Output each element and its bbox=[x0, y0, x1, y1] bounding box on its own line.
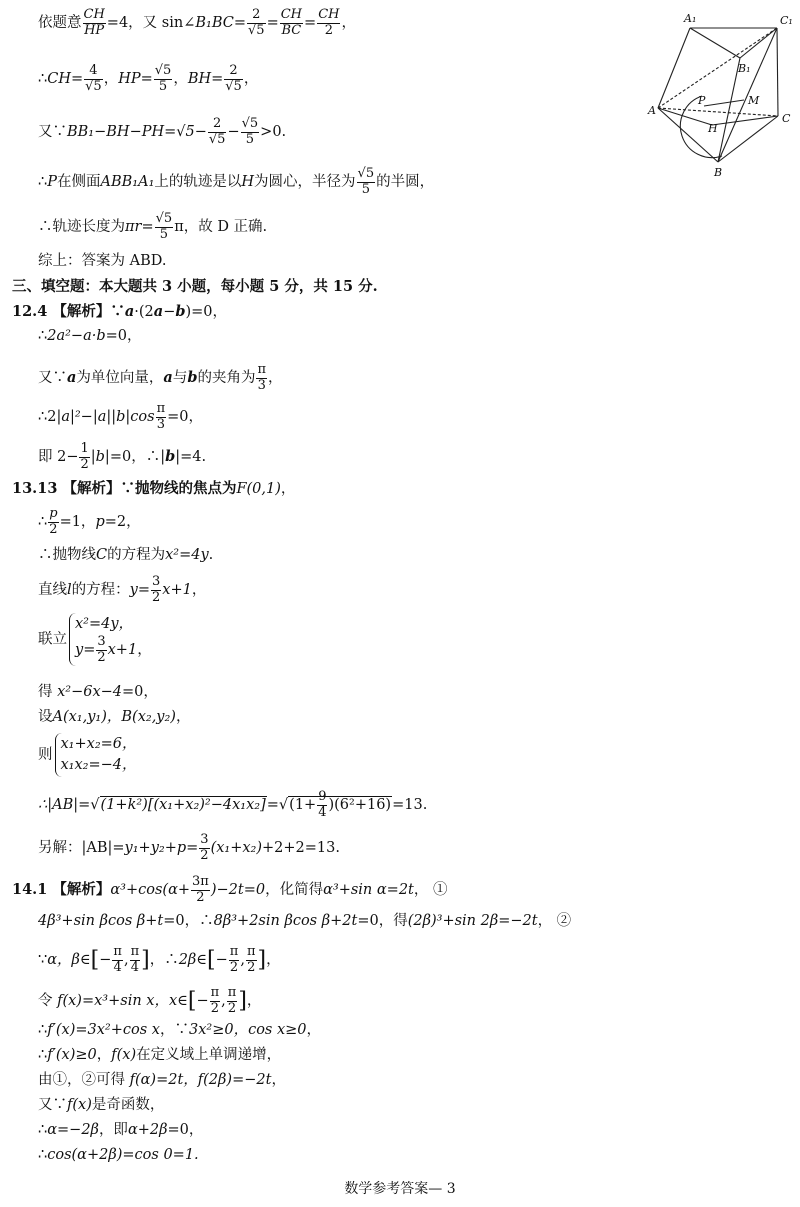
num: π bbox=[113, 944, 122, 959]
text-line bbox=[38, 575, 206, 605]
text: = bbox=[304, 15, 317, 32]
math: CH= bbox=[47, 71, 84, 88]
math: ABB₁A₁ bbox=[100, 174, 155, 191]
text: ∴ bbox=[38, 1122, 48, 1138]
bracket-close: ] bbox=[257, 947, 267, 973]
text: = bbox=[186, 840, 199, 857]
text: = bbox=[233, 15, 247, 32]
num: 2 bbox=[224, 64, 243, 80]
math: a bbox=[124, 303, 135, 320]
math: (1+k²)[(x₁+x₂)²−4x₁x₂] bbox=[100, 797, 266, 814]
label-b1: B₁ bbox=[738, 62, 751, 75]
text-line bbox=[38, 1046, 281, 1064]
text-line bbox=[38, 64, 258, 94]
fraction bbox=[208, 117, 227, 147]
den: √5 bbox=[248, 22, 265, 38]
num: 3 bbox=[151, 574, 161, 589]
fraction bbox=[246, 945, 257, 975]
text: |=4. bbox=[175, 449, 207, 466]
text-line: 令 f(x)=x³+sin x，x∈[− $\frac{\pi}{2}$ , $\frac{\pi}{2}$ ]， bbox=[38, 985, 262, 1016]
text-line bbox=[38, 1071, 286, 1089]
den: 3 bbox=[156, 416, 166, 432]
num: 3 bbox=[200, 832, 209, 847]
math: b bbox=[175, 303, 186, 320]
math: BB₁−BH−PH=√5− bbox=[67, 124, 207, 141]
math: H bbox=[241, 174, 255, 191]
text: . bbox=[208, 547, 214, 563]
text: ，化简得 bbox=[265, 882, 324, 899]
text-line bbox=[38, 8, 356, 38]
text: ， bbox=[246, 993, 262, 1010]
text-line bbox=[38, 1021, 321, 1039]
edge-aa1 bbox=[658, 28, 690, 108]
math: |b| bbox=[90, 449, 110, 466]
num: 1 bbox=[80, 441, 89, 456]
math: a bbox=[67, 369, 77, 387]
text: 13.13 【解析】∵抛物线的焦点为 bbox=[12, 480, 237, 497]
text: =4，又 sin∠ bbox=[106, 15, 196, 32]
text-line: 综上：答案为 ABD. bbox=[38, 253, 167, 269]
text: ，∵ bbox=[159, 1022, 189, 1038]
math: p bbox=[95, 514, 105, 531]
fraction bbox=[247, 8, 266, 38]
math: f(x) bbox=[111, 1047, 137, 1063]
num: √5 bbox=[154, 63, 172, 78]
fraction bbox=[156, 402, 167, 432]
edge-cc1 bbox=[777, 28, 778, 116]
fraction bbox=[317, 790, 327, 820]
fraction bbox=[229, 945, 240, 975]
den: 2 bbox=[97, 649, 106, 665]
math: y= bbox=[129, 582, 150, 599]
num: √5 bbox=[155, 211, 173, 226]
label-c: C bbox=[782, 112, 791, 125]
text-line: 12.4 【解析】∵a·(2a−b)=0， bbox=[12, 303, 228, 320]
num: CH bbox=[280, 7, 303, 22]
equation: x²=4y， bbox=[75, 616, 134, 632]
equation: y= $\frac{3}{2}$ x+1， bbox=[75, 634, 152, 665]
fraction bbox=[130, 945, 141, 975]
text-line bbox=[38, 733, 137, 777]
text: ， bbox=[191, 582, 207, 599]
math: α，β∈ bbox=[47, 952, 91, 969]
den: BC bbox=[281, 22, 302, 38]
text: 的夹角为 bbox=[197, 370, 256, 387]
math: b bbox=[187, 369, 198, 387]
den: 5 bbox=[245, 131, 255, 147]
math: π bbox=[174, 219, 184, 236]
math: α=−2β bbox=[47, 1122, 99, 1138]
text: 在侧面 bbox=[57, 174, 101, 191]
text: 得 bbox=[38, 684, 53, 700]
fraction bbox=[79, 442, 89, 472]
den: 5 bbox=[159, 226, 169, 242]
prism-figure bbox=[632, 0, 800, 180]
math: f′(x)=3x²+cos x bbox=[47, 1022, 160, 1038]
edge-ac bbox=[658, 108, 778, 116]
num: √5 bbox=[241, 116, 259, 131]
label-c1: C₁ bbox=[780, 14, 793, 27]
num: π bbox=[246, 944, 256, 959]
fraction bbox=[151, 575, 161, 605]
den: 2 bbox=[80, 456, 89, 472]
math: f(x) bbox=[67, 1097, 92, 1113]
num: π bbox=[229, 944, 239, 959]
text: ， bbox=[96, 1047, 112, 1063]
text-line bbox=[38, 507, 141, 537]
equation: x₁x₂=−4， bbox=[60, 757, 137, 774]
math: P bbox=[47, 174, 57, 191]
text: =0，∴| bbox=[109, 449, 166, 466]
text: ， ① bbox=[413, 882, 448, 899]
text: ，即 bbox=[98, 1122, 128, 1138]
math: B₁BC bbox=[195, 15, 234, 32]
text: =0， bbox=[167, 1122, 204, 1138]
text: 直线 bbox=[38, 582, 67, 599]
math: (x₁+x₂) bbox=[210, 840, 263, 857]
math: f(α)=2t，f(2β)=−2t bbox=[129, 1072, 272, 1088]
num: p bbox=[49, 506, 58, 521]
text: 又∵ bbox=[38, 370, 67, 387]
fraction bbox=[191, 875, 210, 905]
text-line bbox=[38, 1146, 199, 1164]
text: ， bbox=[306, 1022, 322, 1038]
text: 联立 bbox=[38, 631, 67, 648]
text-line: ∴2a²−a·b=0， bbox=[38, 328, 142, 344]
edge-bb1 bbox=[718, 58, 740, 162]
text: ∴ bbox=[38, 71, 48, 88]
text: ， bbox=[173, 71, 188, 88]
num: CH bbox=[83, 7, 105, 22]
math: (2β)³+sin 2β=−2t bbox=[407, 913, 538, 929]
text: ，∴ bbox=[149, 952, 179, 969]
num: π bbox=[156, 401, 166, 416]
fraction bbox=[357, 167, 376, 197]
text: ， bbox=[271, 1072, 286, 1088]
text: = bbox=[266, 15, 279, 32]
bracket-close: ] bbox=[238, 988, 247, 1014]
text: 为圆心，半径为 bbox=[254, 174, 356, 191]
den: √5 bbox=[85, 78, 102, 94]
text: 则 bbox=[38, 747, 53, 764]
text: =13. bbox=[392, 797, 428, 814]
num: π bbox=[257, 362, 266, 377]
fraction bbox=[210, 986, 221, 1016]
text: ∴|AB|= bbox=[38, 797, 91, 814]
label-b: B bbox=[714, 166, 723, 179]
math: )−2t=0 bbox=[210, 882, 266, 899]
text: =0，得 bbox=[357, 913, 408, 929]
num: CH bbox=[318, 7, 340, 22]
num: 9 bbox=[318, 789, 327, 804]
text: ∴ bbox=[38, 1022, 48, 1038]
text: ∵ bbox=[38, 952, 48, 969]
num: 2 bbox=[208, 117, 227, 133]
text: =1， bbox=[59, 514, 96, 531]
text-line bbox=[38, 212, 267, 242]
label-a1: A₁ bbox=[684, 12, 697, 25]
math: x+1 bbox=[107, 642, 138, 659]
fraction bbox=[280, 8, 303, 38]
label-h: H bbox=[708, 122, 718, 135]
fraction bbox=[154, 64, 173, 94]
text: ∴ bbox=[38, 1147, 48, 1163]
text: 设 bbox=[38, 709, 53, 725]
text-line bbox=[38, 1096, 164, 1114]
text: 令 bbox=[38, 993, 53, 1010]
den: 4 bbox=[113, 959, 122, 975]
math: 2a²−a·b bbox=[47, 328, 106, 344]
den: 5 bbox=[361, 181, 370, 197]
bracket-close: ] bbox=[141, 947, 150, 973]
fraction bbox=[112, 945, 123, 975]
math: a bbox=[153, 303, 164, 320]
math: f(x)=x³+sin x，x∈ bbox=[57, 993, 188, 1010]
text-line bbox=[38, 1121, 203, 1139]
text-line: ∵α，β∈[− $\frac{\pi}{4}$ , $\frac{\pi}{4}$ ]，∴2β∈[− $\frac{\pi}{2}$ , $\frac{\pi}{2}$ ]， bbox=[38, 944, 281, 975]
label-m: M bbox=[748, 94, 760, 107]
den: 4 bbox=[318, 804, 327, 820]
math: 4β³+sin βcos β+t bbox=[38, 913, 164, 929]
text: ∴2| bbox=[38, 409, 62, 426]
text: =0， bbox=[105, 328, 142, 344]
math: A(x₁,y₁)，B(x₂,y₂) bbox=[52, 709, 176, 725]
num: π bbox=[130, 944, 140, 959]
den: 2 bbox=[200, 847, 209, 863]
text-line bbox=[38, 912, 571, 930]
text-line bbox=[38, 833, 340, 863]
text: ∴ bbox=[38, 174, 48, 191]
text: 为单位向量， bbox=[76, 370, 164, 387]
math: F(0,1) bbox=[236, 481, 281, 497]
label-p: P bbox=[698, 94, 706, 107]
text: 的方程： bbox=[71, 582, 130, 599]
text-line: ∴|AB|=√(1+k²)[(x₁+x₂)²−4x₁x₂]=√(1+ $\frac{9}{4}$ )(6²+16)=13. bbox=[38, 789, 428, 820]
text: ·(2 bbox=[134, 304, 154, 320]
den: 4 bbox=[130, 959, 139, 975]
equation-system bbox=[55, 733, 137, 777]
math: cos(α+2β)=cos 0=1. bbox=[47, 1147, 199, 1163]
bracket-open: [ bbox=[90, 947, 100, 973]
edge-a1b1 bbox=[690, 28, 740, 58]
fraction bbox=[199, 833, 209, 863]
den: 2 bbox=[229, 959, 239, 975]
fraction bbox=[83, 8, 106, 38]
text: 12.4 【解析】∵ bbox=[12, 303, 125, 320]
num: π bbox=[227, 985, 237, 1000]
fraction bbox=[224, 64, 243, 94]
text: 由①，②可得 bbox=[38, 1072, 125, 1088]
text-line bbox=[38, 708, 190, 726]
den: √5 bbox=[208, 131, 226, 147]
text-line bbox=[38, 402, 203, 432]
text: ， bbox=[266, 952, 281, 969]
text: ∴ bbox=[38, 1047, 48, 1063]
den: HP bbox=[84, 22, 105, 38]
math: C bbox=[96, 547, 108, 563]
math: 8β³+2sin βcos β+2t bbox=[213, 913, 358, 929]
bracket-open: [ bbox=[207, 947, 216, 973]
math: a bbox=[163, 369, 173, 387]
fraction bbox=[227, 986, 238, 1016]
math: )(6²+16) bbox=[328, 797, 392, 814]
text: ∴抛物线 bbox=[38, 547, 96, 563]
den: 2 bbox=[49, 521, 58, 537]
text-line bbox=[38, 363, 283, 393]
math: 2β∈ bbox=[178, 952, 208, 969]
math: x²−6x−4 bbox=[57, 684, 123, 700]
num: 3π bbox=[192, 874, 209, 889]
math: y₁+y₂+p bbox=[124, 840, 187, 857]
text: 上的轨迹是以 bbox=[154, 174, 242, 191]
math: l bbox=[67, 582, 72, 599]
math: b bbox=[165, 448, 176, 466]
num: 4 bbox=[84, 64, 103, 80]
text: 是奇函数， bbox=[91, 1097, 165, 1113]
den: 5 bbox=[158, 78, 168, 94]
text-line bbox=[38, 613, 152, 666]
text: ， bbox=[268, 370, 283, 387]
text-line bbox=[38, 442, 206, 472]
fraction bbox=[155, 212, 174, 242]
fraction bbox=[241, 117, 260, 147]
den: 2 bbox=[196, 889, 205, 905]
den: 2 bbox=[227, 1000, 237, 1016]
math: α³+cos(α+ bbox=[110, 882, 191, 899]
text: =0，∴ bbox=[163, 913, 214, 929]
text: >0. bbox=[260, 124, 287, 141]
section-heading: 三、填空题：本大题共 3 小题，每小题 5 分，共 15 分. bbox=[12, 278, 378, 295]
den: 2 bbox=[151, 589, 161, 605]
text: =0， bbox=[122, 684, 158, 700]
math: πr= bbox=[125, 219, 154, 236]
text-line bbox=[12, 875, 447, 905]
text-line bbox=[38, 167, 434, 197]
den: 2 bbox=[324, 22, 333, 38]
num: π bbox=[210, 985, 220, 1000]
math: a|²−|a||b|cos bbox=[61, 409, 155, 426]
label-a: A bbox=[648, 104, 656, 117]
fraction bbox=[256, 363, 267, 393]
figure-lines bbox=[658, 28, 778, 162]
fraction bbox=[84, 64, 103, 94]
text: )=0， bbox=[185, 304, 228, 320]
fraction bbox=[317, 8, 340, 38]
text-line bbox=[38, 546, 213, 564]
fraction bbox=[48, 507, 58, 537]
text: ， bbox=[175, 709, 191, 725]
math: (1+ bbox=[289, 797, 317, 814]
text: 又∵ bbox=[38, 1097, 67, 1113]
math: 3x²≥0，cos x≥0 bbox=[188, 1022, 307, 1038]
text: ， bbox=[243, 71, 259, 88]
den: √5 bbox=[225, 78, 242, 94]
math: HP= bbox=[118, 71, 153, 88]
text: ， bbox=[341, 15, 356, 32]
text: 依题意 bbox=[38, 15, 82, 32]
text: 即 2− bbox=[38, 449, 79, 466]
num: 2 bbox=[247, 8, 266, 24]
text: =0， bbox=[167, 409, 204, 426]
edge-ab bbox=[658, 108, 718, 162]
sqrt bbox=[288, 789, 392, 820]
den: 3 bbox=[257, 377, 266, 393]
text: = bbox=[266, 797, 279, 814]
text: 的半圆， bbox=[376, 174, 435, 191]
num: 3 bbox=[97, 634, 106, 650]
text-line bbox=[38, 117, 286, 147]
page-footer: 数学参考答案— 3 bbox=[344, 1181, 456, 1197]
text: ，故 D 正确. bbox=[183, 219, 268, 236]
text: ， bbox=[280, 481, 296, 497]
text: 的方程为 bbox=[107, 547, 166, 563]
math: x+1 bbox=[162, 582, 192, 599]
fraction bbox=[96, 635, 106, 665]
text: +2+2=13. bbox=[262, 840, 340, 857]
text: 另解：|AB|= bbox=[38, 840, 125, 857]
text-line bbox=[38, 683, 158, 701]
den: 2 bbox=[210, 1000, 220, 1016]
math: α³+sin α=2t bbox=[323, 882, 414, 899]
text: ∴ bbox=[38, 514, 48, 531]
text: ∴轨迹长度为 bbox=[38, 219, 125, 236]
text-line bbox=[12, 480, 295, 498]
seg-pm bbox=[704, 100, 744, 106]
bracket-open: [ bbox=[187, 988, 197, 1014]
edge-b1c1 bbox=[740, 28, 777, 58]
text: 14.1 【解析】 bbox=[12, 881, 111, 899]
text: ， bbox=[103, 71, 119, 88]
math: BH= bbox=[187, 71, 224, 88]
math: f′(x)≥0 bbox=[47, 1047, 97, 1063]
math: x²=4y bbox=[165, 547, 209, 563]
text: 在定义域上单调递增， bbox=[136, 1047, 282, 1063]
equation-system bbox=[69, 613, 152, 666]
math: y= bbox=[75, 642, 96, 659]
equation: x₁+x₂=6， bbox=[60, 736, 137, 752]
text: ， ② bbox=[537, 913, 572, 929]
text: 与 bbox=[172, 370, 188, 387]
num: √5 bbox=[357, 166, 375, 181]
math: − bbox=[227, 124, 240, 141]
math: α+2β bbox=[127, 1122, 168, 1138]
den: 2 bbox=[247, 959, 256, 975]
text: 又∵ bbox=[38, 124, 67, 141]
text: =2， bbox=[104, 514, 141, 531]
